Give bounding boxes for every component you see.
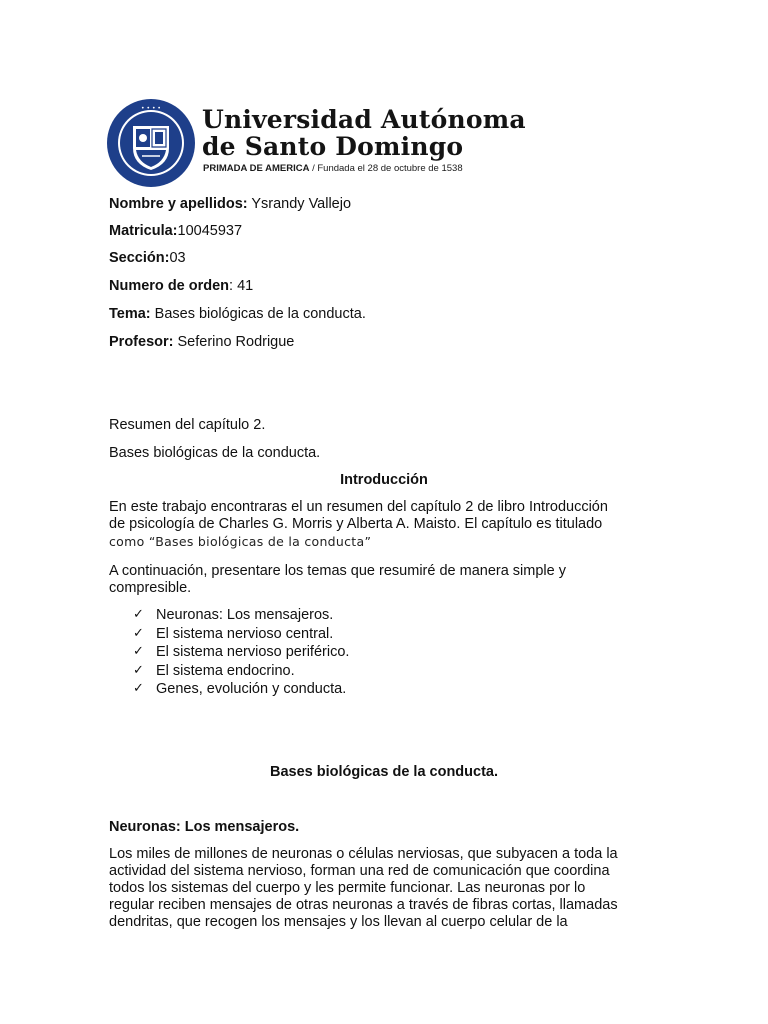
check-icon: ✓ <box>133 625 144 641</box>
topic-label: Genes, evolución y conducta. <box>156 681 347 698</box>
university-name-line2: de Santo Domingo <box>202 132 464 161</box>
field-orden-value: : 41 <box>229 278 254 294</box>
neuronas-heading: Neuronas: Los mensajeros. <box>109 819 300 835</box>
neuronas-line: todos los sistemas del cuerpo y les permite funcionar. Las neuronas por lo <box>109 880 586 896</box>
intro-p1-line: En este trabajo encontraras el un resumen del capítulo 2 de libro Introducción <box>109 499 608 515</box>
check-icon: ✓ <box>133 681 144 697</box>
intro-p1-line: como “Bases biológicas de la conducta” <box>109 534 372 549</box>
university-seal-icon <box>106 98 196 188</box>
check-icon: ✓ <box>133 607 144 623</box>
summary-line: Resumen del capítulo 2. <box>109 417 266 433</box>
university-header <box>106 98 526 188</box>
intro-paragraph-2 <box>109 563 669 597</box>
field-matricula <box>109 222 242 240</box>
section-title: Bases biológicas de la conducta. <box>269 764 499 780</box>
intro-paragraph-1 <box>109 499 669 550</box>
university-name-line1: Universidad Autónoma <box>202 105 526 134</box>
neuronas-line: actividad del sistema nervioso, forman una red de comunicación que coordina <box>109 863 610 879</box>
subject-line: Bases biológicas de la conducta. <box>109 445 321 461</box>
neuronas-paragraph <box>109 846 669 931</box>
topics-checklist <box>133 606 349 699</box>
topic-label: Neuronas: Los mensajeros. <box>156 607 334 624</box>
field-name-value: Ysrandy Vallejo <box>247 196 352 212</box>
topic-label: El sistema nervioso periférico. <box>156 644 350 661</box>
list-item <box>133 606 349 625</box>
check-icon: ✓ <box>133 644 144 660</box>
intro-p2-line: compresible. <box>109 580 192 596</box>
list-item <box>133 643 349 662</box>
neuronas-line: Los miles de millones de neuronas o células nerviosas, que subyacen a toda la <box>109 846 618 862</box>
topic-label: El sistema endocrino. <box>156 662 295 679</box>
field-profesor-value: Seferino Rodrigue <box>173 334 295 350</box>
field-seccion <box>109 249 186 267</box>
intro-heading: Introducción <box>340 472 428 488</box>
field-seccion-label: Sección: <box>109 250 170 266</box>
field-tema-value: Bases biológicas de la conducta. <box>150 306 366 322</box>
field-matricula-value: 10045937 <box>177 223 243 239</box>
tagline-bold: PRIMADA DE AMERICA <box>203 163 310 174</box>
neuronas-line: dendritas, que recogen los mensajes y los llevan al cuerpo celular de la <box>109 914 568 930</box>
neuronas-line: regular reciben mensajes de otras neuronas a través de fibras cortas, llamadas <box>109 897 618 913</box>
tagline-rest: / Fundada el 28 de octubre de 1538 <box>309 163 463 174</box>
list-item <box>133 662 349 681</box>
intro-p2-line: A continuación, presentare los temas que resumiré de manera simple y <box>109 563 566 579</box>
list-item <box>133 625 349 644</box>
check-icon: ✓ <box>133 662 144 678</box>
field-profesor-label: Profesor: <box>109 334 174 350</box>
field-tema <box>109 305 366 323</box>
intro-p1-line: de psicología de Charles G. Morris y Alberta A. Maisto. El capítulo es titulado <box>109 516 603 532</box>
university-name <box>202 106 526 160</box>
field-name-label: Nombre y apellidos: <box>109 196 248 212</box>
field-seccion-value: 03 <box>169 250 186 266</box>
list-item <box>133 680 349 699</box>
field-orden <box>109 277 253 295</box>
topic-label: El sistema nervioso central. <box>156 625 334 642</box>
field-profesor <box>109 333 294 351</box>
field-name <box>109 195 351 213</box>
university-tagline <box>203 163 463 174</box>
svg-text:• • • •: • • • • <box>141 105 161 112</box>
field-orden-label: Numero de orden <box>109 278 230 294</box>
field-matricula-label: Matricula: <box>109 223 178 239</box>
field-tema-label: Tema: <box>109 306 151 322</box>
